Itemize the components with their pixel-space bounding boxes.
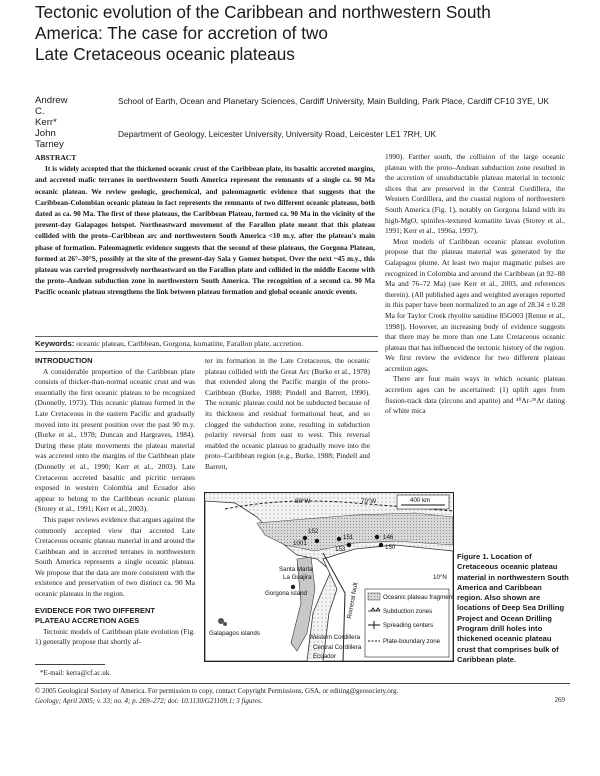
abstract-text: It is widely accepted that the thickened oceanic crust of the Caribbean plate, its basaltic accreted margins, and accreted mafic terranes in northwestern South America represent the remnants of a single ca. 90 Ma oceanic plateau. We review geologic, geochemical, and paleomagnetic evidence that suggests that the Caribbean-Colombian oceanic plateau in fact represents the remnants of two different oceanic plateaus, both dated as ca. 90 Ma. The first of these plateaus, the Caribbean Plateau, formed ca. 90 Ma in the vicinity of the present-day Galapagos hotspot. Northeastward movement of the Farallon plate meant that this plateau collided with the proto–Caribbean arc and northwestern South America <10 m.y. after the plateau's main phase of formation. Paleomagnetic evidence suggests that the second of these plateaus, the Gorgona Plateau, formed at 26°–30°S, possibly at the site of the present-day Sala y Gomez hotspot. Over the next ~45 m.y., this plateau was carried progressively northeastward on the Farallon plate and collided in the middle Eocene with the proto–Andean subduction zone in northwestern South America. The recognition of a second ca. 90 Ma Pacific oceanic plateau strengthens the link between plateau formation and global oceanic anoxic events. xyxy=(35,165,375,297)
drill-site-label: 1001 xyxy=(293,540,307,547)
title-line: America: The case for accretion of two xyxy=(35,23,328,43)
title-line: Tectonic evolution of the Caribbean and northwestern South xyxy=(35,2,491,22)
paragraph: 1990). Farther south, the collision of the large oceanic plateau with the proto–Andean subduction zone resulted in the accretion of unsubductable plateau material in tectonic slices that are preserved in the Central Cordillera, the Western Cordillera, and the coastal regions of northwestern South America (Fig. 1), notably on Gorgona Island with its high-MgO, spinifex-textured komatiite lavas (Storey et al., 1991; Kerr et al., 1996a, 1997). xyxy=(385,152,565,236)
drill-site-label: 150 xyxy=(385,544,396,551)
drill-site-marker xyxy=(375,535,379,539)
section-heading: INTRODUCTION xyxy=(35,356,93,365)
drill-site-label: 146 xyxy=(383,534,394,541)
footnote: *E-mail: kerra@cf.ac.uk. xyxy=(40,669,111,677)
map-svg xyxy=(205,493,453,661)
paragraph: Most models of Caribbean oceanic plateau evolution propose that the plateau material was generated by the Galapagos plume. At least two major magmatic pulses are recognized in Colombia and around the Caribbean (at 92–88 Ma and 76–72 Ma) (see Kerr et al., 2003, and references therein). (All published ages and weighted averages reported in this paper have been normalized to an age of 28.34 ± 0.28 Ma for Taylor Creek rhyolite sanidine 85G003 [Renne et al., 1998]). However, an increasing body of evidence suggests that there may be more than one Late Cretaceous oceanic plateau that has influenced the tectonic history of the region. We first review the evidence for two different plateau accretion ages. xyxy=(385,236,565,373)
drill-site-marker xyxy=(337,537,341,541)
column-1 xyxy=(35,356,195,648)
keywords-text: oceanic plateau, Caribbean, Gorgona, komatiite, Farallon plate, accretion. xyxy=(76,339,303,348)
legend-item: Subduction zones xyxy=(383,608,433,615)
legend-item: Oceanic plateau fragments xyxy=(383,594,453,601)
galapagos-island xyxy=(218,618,224,624)
drill-site-marker xyxy=(379,543,383,547)
footer-rule xyxy=(35,683,570,684)
abstract-heading: ABSTRACT xyxy=(35,153,77,162)
drill-site-marker xyxy=(347,543,351,547)
map-label-ecuador: Ecuador xyxy=(313,653,337,660)
divider xyxy=(35,351,378,352)
figure-1-map xyxy=(204,492,454,662)
latitude-label: 10°N xyxy=(433,574,447,581)
keywords xyxy=(35,339,375,348)
citation-line: Geology; April 2005; v. 33; no. 4; p. 269–272; doi: 10.1130/G21109.1; 3 figures. xyxy=(35,697,263,705)
column-2 xyxy=(205,356,370,473)
divider xyxy=(35,336,378,337)
galapagos-island xyxy=(223,622,227,626)
gorgona-island xyxy=(291,585,295,589)
map-label-galapagos: Galapagos islands xyxy=(209,630,260,637)
author-affiliation: School of Earth, Ocean and Planetary Sciences, Cardiff University, Main Building, Park Place, Cardiff CF10 3YE, UK xyxy=(118,96,550,106)
longitude-label: 80°W xyxy=(295,498,311,505)
drill-site-marker xyxy=(315,539,319,543)
article-title xyxy=(35,2,575,65)
footnote-rule xyxy=(35,664,105,665)
legend-item: Spreading centers xyxy=(383,622,434,629)
map-label-gorgona: Gorgona island xyxy=(265,590,307,597)
map-label-santa-marta: Santa Marta xyxy=(279,566,313,573)
map-label-romeral-fault: Romeral fault xyxy=(346,581,360,620)
paragraph: There are four main ways in which oceanic plateau accretion ages can be ascertained: (1) uplift ages from fission-track data (zircons and apatite) and ⁴⁰Ar-³⁹Ar dating of white mica xyxy=(385,374,565,416)
title-line: Late Cretaceous oceanic plateaus xyxy=(35,44,295,64)
drill-site-label: 151 xyxy=(343,534,354,541)
map-label-la-guajira: La Guajira xyxy=(283,574,312,581)
author-name: John Tarney xyxy=(35,128,64,150)
legend-swatch-plateau xyxy=(368,593,380,600)
longitude-label: 70°W xyxy=(361,498,377,505)
drill-site-label: 153 xyxy=(335,546,346,553)
keywords-label: Keywords: xyxy=(35,339,75,348)
map-label-central-cordillera: Central Cordillera xyxy=(313,644,362,651)
footer xyxy=(35,686,575,706)
figure-caption: Figure 1. Location of Cretaceous oceanic plateau material in northwestern South America and Caribbean region. Also shown are locations of Deep Sea Drilling Project and Ocean Drilling Program drill holes into thickened oceanic plateau crust that comprises bulk of Caribbean plate. xyxy=(457,552,569,664)
abstract xyxy=(35,152,375,299)
section-heading: EVIDENCE FOR TWO DIFFERENT PLATEAU ACCRETION AGES xyxy=(35,605,155,626)
paragraph: ter its formation in the Late Cretaceous, the oceanic plateau collided with the Great Arc (Burke et al., 1978) that extended along the Pacific margin of the proto-Caribbean (Burke, 1988; Pindell and Barrett, 1990). The oceanic plateau could not be subducted because of its thickness and residual formational heat, and so clogged the subduction zone, resulting in subduction polarity reversal from east to west. This reversal enabled the oceanic plateau to gradually move into the proto–Caribbean region (e.g., Burke, 1988; Pindell and Barrett, xyxy=(205,356,370,471)
paragraph: Tectonic models of Caribbean plate evolution (Fig. 1) generally propose that shortly af- xyxy=(35,626,195,647)
drill-site-label: 152 xyxy=(308,528,319,535)
paragraph: This paper reviews evidence that argues against the commonly accepted view that accreted Late Cretaceous oceanic plateau material in and around the Caribbean and in accreted terranes in northwestern South America represents a single oceanic plateau. We propose that the data are more consistent with the existence and preservation of two distinct ca. 90 Ma oceanic plateaus in the region. xyxy=(35,514,195,599)
copyright-line: © 2005 Geological Society of America. For permission to copy, contact Copyright Permissions, GSA, or editing@geosociety.org. xyxy=(35,687,399,695)
page-number: 269 xyxy=(554,696,565,704)
legend-item: Plate-boundary zone xyxy=(383,638,441,645)
author-affiliation: Department of Geology, Leicester University, University Road, Leicester LE1 7RH, UK xyxy=(118,129,437,139)
map-label-western-cordillera: Western Cordillera xyxy=(309,634,361,641)
scale-label: 400 km xyxy=(410,497,431,504)
column-3 xyxy=(385,152,565,417)
author-name: Andrew C. Kerr* xyxy=(35,95,68,128)
paragraph: A considerable proportion of the Caribbean plate consists of thicker-than-normal oceanic crust and was essentially the first oceanic plateau to be recognized (Donnelly, 1973). This oceanic plateau formed in the Late Cretaceous in the eastern Pacific and gradually moved into its present position over the past 90 m.y. (Burke et al., 1978; Duncan and Hargraves, 1984). During these plate movements the plateau material was accreted onto the margins of the Caribbean plate (Donnelly et al., 1990; Kerr et al., 2003). Late Cretaceous accreted basaltic and picritic terranes exposed in western Colombia and Ecuador also appear to belong to the Caribbean oceanic plateau (Storey et al., 1991; Kerr et al., 2003). xyxy=(35,366,195,514)
